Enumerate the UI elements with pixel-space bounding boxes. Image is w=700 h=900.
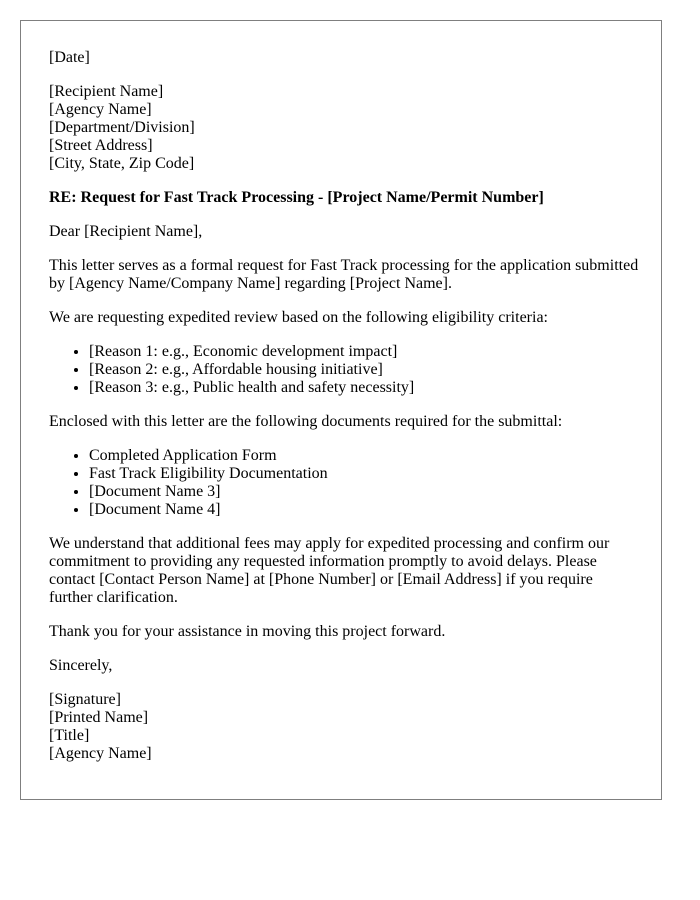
- salutation: Dear [Recipient Name],: [49, 223, 203, 240]
- document-item: • [Document Name 3]: [89, 483, 639, 501]
- signature-block: [49, 691, 639, 763]
- signer-title: [Title]: [49, 727, 90, 744]
- recipient-agency: [Agency Name]: [49, 101, 152, 118]
- recipient-city-state-zip: [City, State, Zip Code]: [49, 155, 195, 172]
- documents-intro: Enclosed with this letter are the following documents required for the submittal:: [49, 413, 563, 430]
- letter-content: [49, 49, 639, 779]
- recipient-street: [Street Address]: [49, 137, 153, 154]
- documents-list: [49, 447, 639, 519]
- criteria-intro: We are requesting expedited review based on the following eligibility criteria:: [49, 309, 548, 326]
- signer-agency: [Agency Name]: [49, 745, 152, 762]
- criteria-list: [49, 343, 639, 397]
- document-item: • Completed Application Form: [89, 447, 639, 465]
- criteria-item: • [Reason 2: e.g., Affordable housing initiative]: [89, 361, 639, 379]
- printed-name: [Printed Name]: [49, 709, 149, 726]
- recipient-address-block: [49, 83, 639, 173]
- criteria-item: • [Reason 3: e.g., Public health and safety necessity]: [89, 379, 639, 397]
- thanks-paragraph: Thank you for your assistance in moving this project forward.: [49, 623, 446, 640]
- signature-placeholder: [Signature]: [49, 691, 121, 708]
- criteria-item: • [Reason 1: e.g., Economic development impact]: [89, 343, 639, 361]
- recipient-name: [Recipient Name]: [49, 83, 164, 100]
- letter-page: [20, 20, 662, 800]
- letter-date: [Date]: [49, 49, 90, 66]
- intro-paragraph: This letter serves as a formal request for Fast Track processing for the application submitted by [Agency Name/Company Name] regarding [Project Name].: [49, 257, 639, 292]
- document-item: • Fast Track Eligibility Documentation: [89, 465, 639, 483]
- document-item: • [Document Name 4]: [89, 501, 639, 519]
- fees-paragraph: We understand that additional fees may apply for expedited processing and confirm our commitment to providing any requested information promptly to avoid delays. Please contact [Contact Person Name] at [Phone Number] or [Email Address] if you require further clarification.: [49, 535, 610, 606]
- recipient-department: [Department/Division]: [49, 119, 195, 136]
- closing: Sincerely,: [49, 657, 113, 674]
- subject-line: RE: Request for Fast Track Processing - [Project Name/Permit Number]: [49, 189, 544, 206]
